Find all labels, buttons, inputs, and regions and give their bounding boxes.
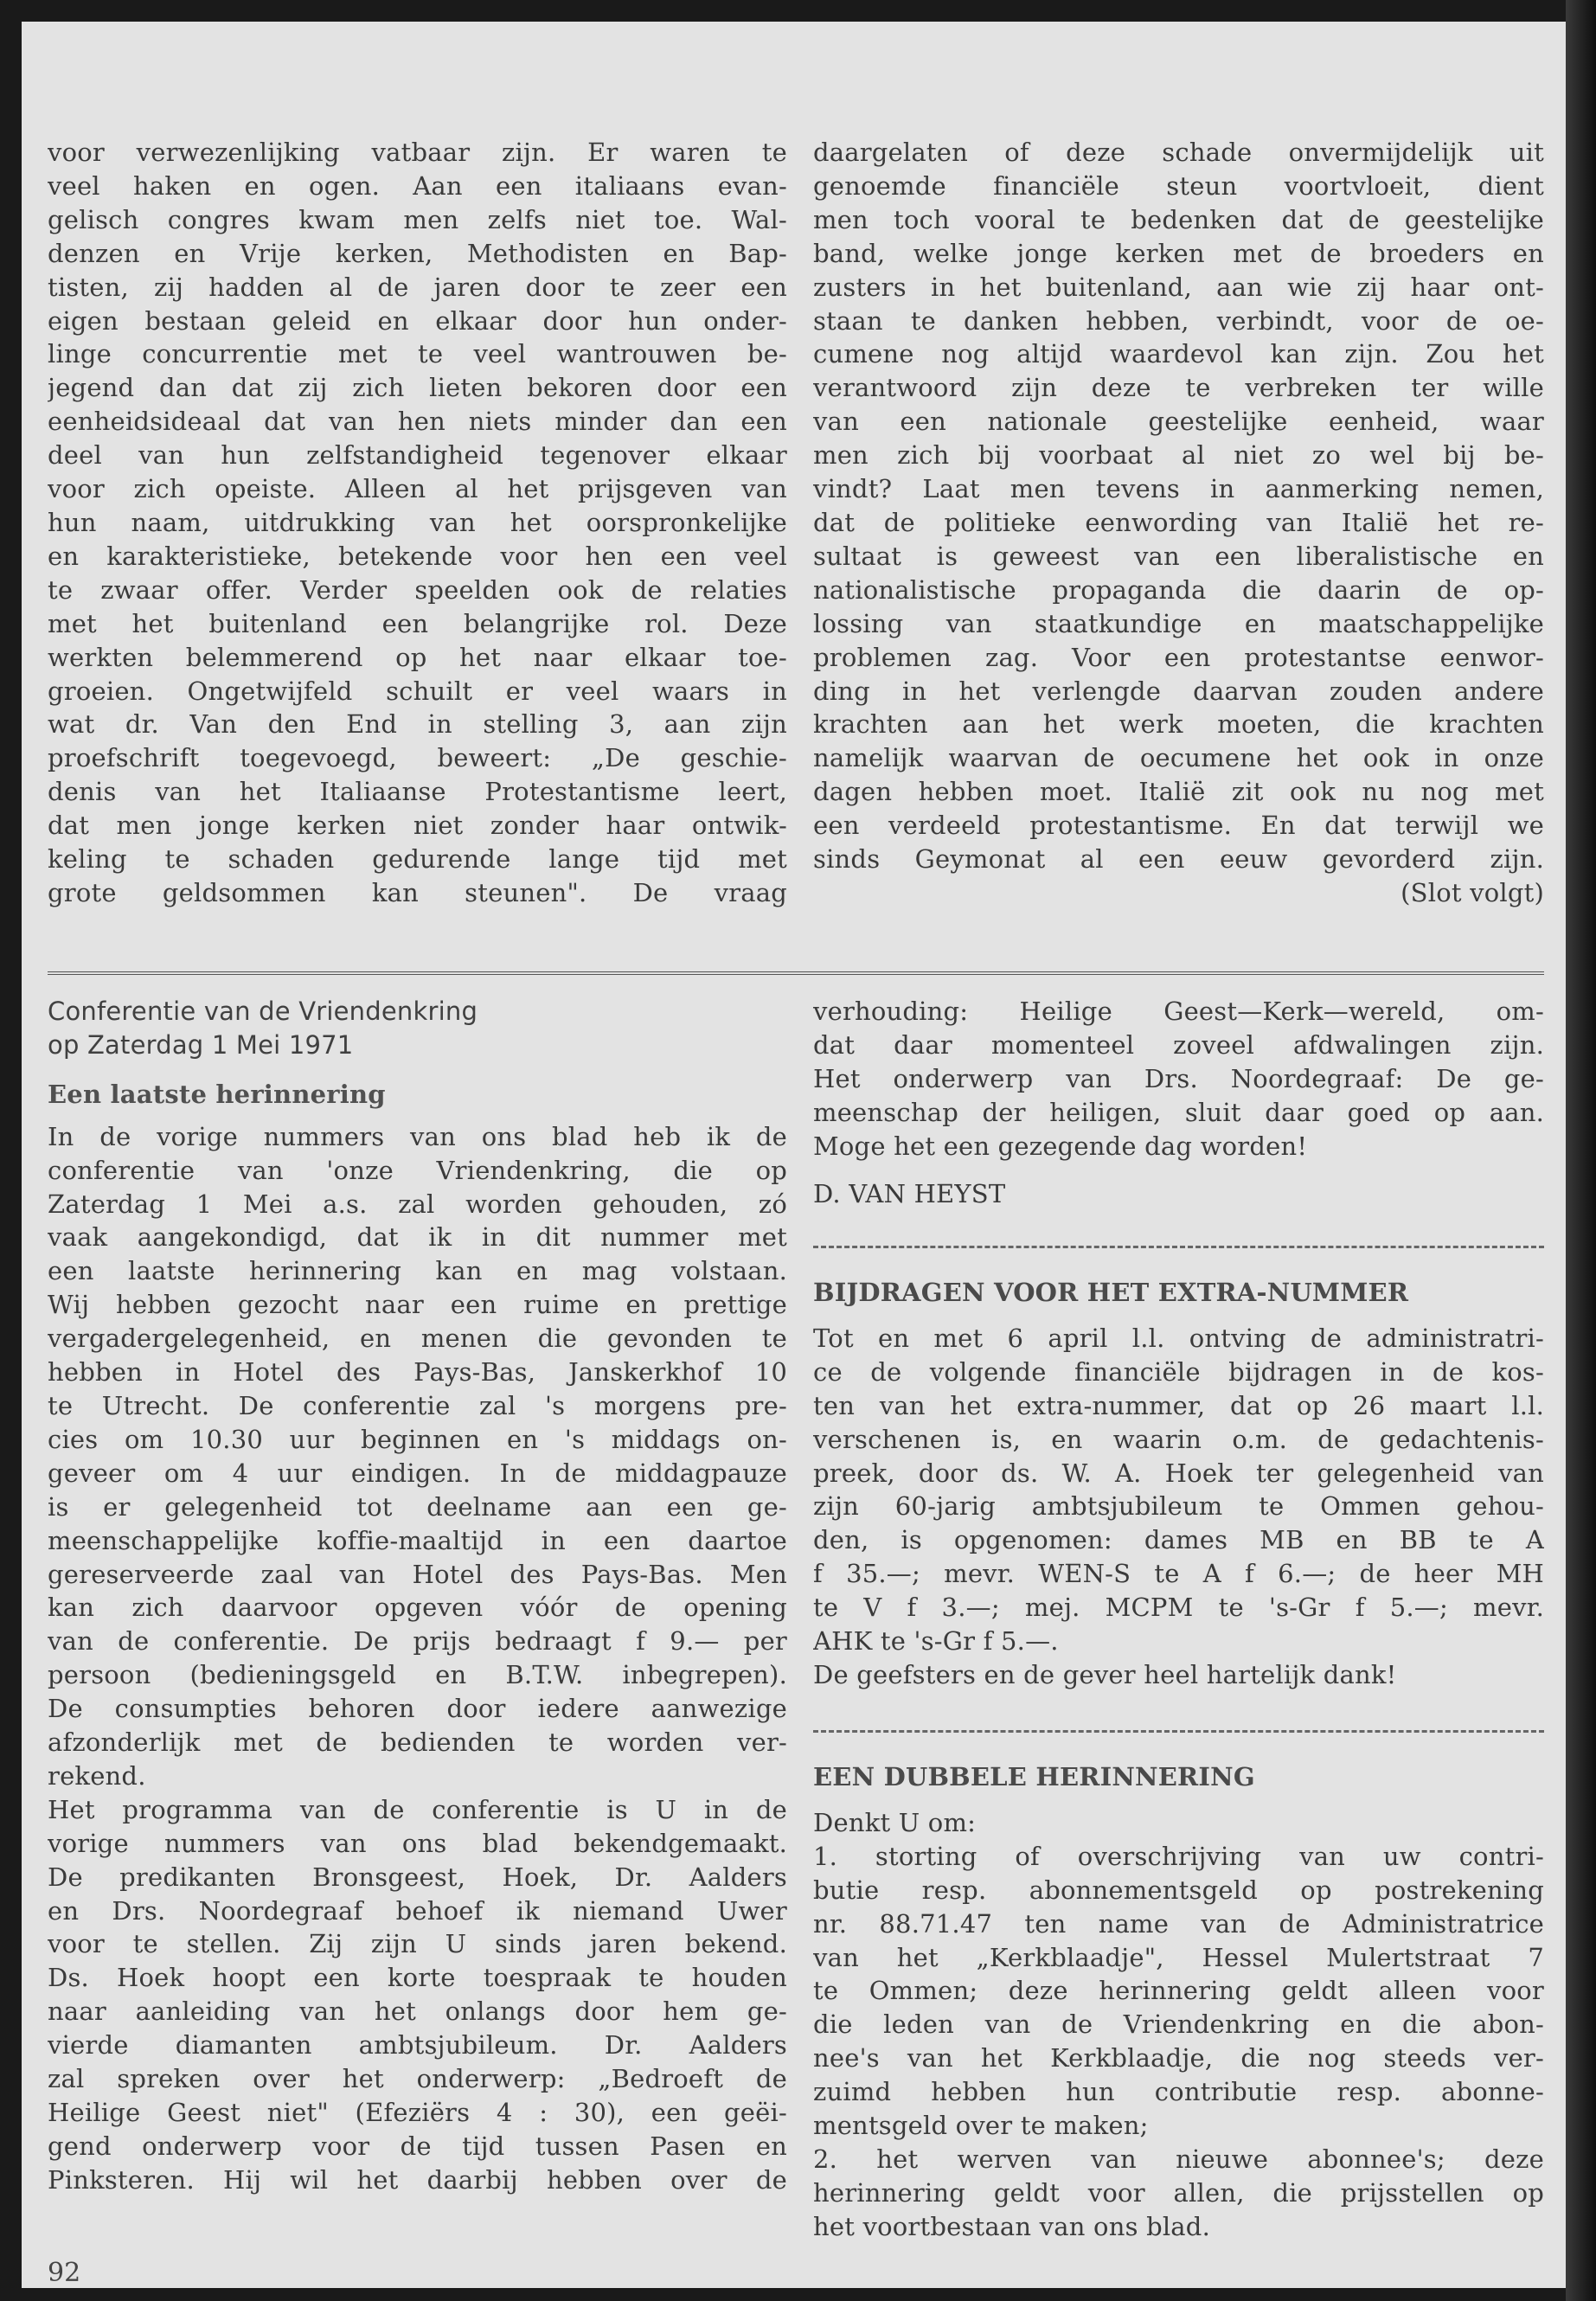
text-line: AHK te 's-Gr f 5.—. [813,1626,1059,1657]
text-line: dat de politieke eenwording van Italië het re- [813,507,1544,537]
text-line: voor te stellen. Zij zijn U sinds jaren bekend. [48,1929,787,1959]
page-number: 92 [48,2258,81,2288]
conference-subheading: Een laatste herinnering [48,1079,386,1109]
text-line: die leden van de Vriendenkring en die abon- [813,2009,1544,2040]
text-line: jegend dan dat zij zich lieten bekoren door een [48,373,787,403]
text-line: herinnering geldt voor allen, die prijsstellen op [813,2177,1544,2208]
text-line: sultaat is geweest van een liberalistische en [813,541,1544,571]
slot-volgt-note: (Slot volgt) [1401,877,1544,907]
text-line: voor verwezenlijking vatbaar zijn. Er waren te [48,138,787,167]
text-line: Pinksteren. Hij wil het daarbij hebben over de [48,2164,787,2195]
text-line: men toch vooral te bedenken dat de geestelijke [813,204,1544,234]
text-line: persoon (bedieningsgeld en B.T.W. inbegrepen). [48,1660,787,1690]
newsletter-page [22,22,1566,2288]
text-line: van het „Kerkblaadje", Hessel Mulertstraat 7 [813,1942,1544,1972]
text-line: nationalistische propaganda die daarin de op- [813,574,1544,605]
herinnering-heading: EEN DUBBELE HERINNERING [813,1762,1255,1791]
text-line: krachten aan het werk moeten, die krachten [813,709,1544,740]
text-line: In de vorige nummers van ons blad heb ik de [48,1121,787,1151]
text-line: cies om 10.30 uur beginnen en 's middags on- [48,1424,787,1454]
text-line: Het programma van de conferentie is U in de [48,1794,787,1824]
text-line: Zaterdag 1 Mei a.s. zal worden gehouden, zó [48,1189,787,1219]
text-line: vergadergelegenheid, en menen die gevonden te [48,1324,787,1354]
text-line: vaak aangekondigd, dat ik in dit nummer met [48,1222,787,1253]
scan-edge [1566,0,1596,2301]
conference-title-line-2: op Zaterdag 1 Mei 1971 [48,1029,354,1060]
text-line: rekend. [48,1760,146,1791]
text-line: problemen zag. Voor een protestantse eenwor- [813,642,1544,672]
text-line: dat men jonge kerken niet zonder haar ontwik- [48,811,787,841]
text-line: f 35.—; mevr. WEN-S te A f 6.—; de heer MH [813,1559,1544,1589]
text-line: conferentie van 'onze Vriendenkring, die op [48,1155,787,1185]
article-continuation-left [48,136,787,949]
text-line: Heilige Geest niet" (Efeziërs 4 : 30), een geëi- [48,2098,787,2127]
text-line: een verdeeld protestantisme. En dat terwijl we [813,811,1544,841]
conference-continuation-body [813,995,1544,1163]
bijdragen-heading: BIJDRAGEN VOOR HET EXTRA-NUMMER [813,1278,1409,1307]
text-line: te zwaar offer. Verder speelden ook de relaties [48,574,787,605]
herinnering-body [813,1806,1544,2244]
text-line: butie resp. abonnementsgeld op postrekening [813,1875,1544,1905]
text-line: De consumpties behoren door iedere aanwezige [48,1694,787,1724]
text-line: en karakteristieke, betekende voor hen een veel [48,541,787,571]
text-line: meenschap der heiligen, sluit daar goed op aan. [813,1097,1544,1127]
conference-body [48,1120,787,2197]
bijdragen-body [813,1322,1544,1692]
text-line: denis van het Italiaanse Protestantisme leert, [48,777,787,807]
text-line: en Drs. Noordegraaf behoef ik niemand Uwer [48,1895,787,1926]
text-line: denzen en Vrije kerken, Methodisten en Bap- [48,238,787,268]
text-line: verschenen is, en waarin o.m. de gedachtenis- [813,1424,1544,1454]
text-line: voor zich opeiste. Alleen al het prijsgeven van [48,474,787,504]
text-line: preek, door ds. W. A. Hoek ter gelegenheid van [813,1458,1544,1488]
text-line: proefschrift toegevoegd, beweert: „De geschie- [48,743,787,773]
text-line: Moge het een gezegende dag worden! [813,1131,1308,1161]
text-line: gereserveerde zaal van Hotel des Pays-Bas. Men [48,1559,787,1589]
text-line: vindt? Laat men tevens in aanmerking nemen, [813,474,1544,504]
text-line: linge concurrentie met te veel wantrouwen be- [48,339,787,369]
text-line: dat daar momenteel zoveel afdwalingen zijn. [813,1029,1544,1060]
text-line: nr. 88.71.47 ten name van de Administratrice [813,1908,1544,1939]
text-line: geveer om 4 uur eindigen. In de middagpauze [48,1458,787,1488]
text-line: gelisch congres kwam men zelfs niet toe. Wal- [48,204,787,234]
text-line: cumene nog altijd waardevol kan zijn. Zou het [813,339,1544,369]
text-line: band, welke jonge kerken met de broeders en [813,238,1544,268]
text-line: deel van hun zelfstandigheid tegenover elkaar [48,440,787,471]
text-line: wat dr. Van den End in stelling 3, aan zijn [48,709,787,740]
text-line: groeien. Ongetwijfeld schuilt er veel waars in [48,676,787,706]
conference-continuation [813,995,1544,1220]
text-line: is er gelegenheid tot deelname aan een ge- [48,1491,787,1522]
text-line: grote geldsommen kan steunen". De vraag [48,877,787,907]
text-line: Tot en met 6 april l.l. ontving de administratri- [813,1323,1544,1353]
text-line: zijn 60-jarig ambtsjubileum te Ommen gehou- [813,1491,1544,1522]
text-line: verhouding: Heilige Geest—Kerk—wereld, om- [813,997,1544,1026]
text-line: afzonderlijk met de bedienden te worden ver- [48,1727,787,1758]
text-line: Ds. Hoek hoopt een korte toespraak te houden [48,1963,787,1993]
text-line: werkten belemmerend op het naar elkaar toe- [48,642,787,672]
text-line: daargelaten of deze schade onvermijdelijk uit [813,138,1544,167]
bijdragen-section [813,1276,1544,1700]
text-line: De geefsters en de gever heel hartelijk dank! [813,1659,1397,1689]
text-line: 2. het werven van nieuwe abonnee's; deze [813,2144,1544,2174]
text-line: Wij hebben gezocht naar een ruime en prettige [48,1290,787,1320]
text-line: verantwoord zijn deze te verbreken ter wille [813,373,1544,403]
divider-herinnering [813,1730,1544,1733]
conference-title-line-1: Conferentie van de Vriendenkring [48,997,478,1026]
text-line: lossing van staatkundige en maatschappelijke [813,608,1544,638]
text-line: zal spreken over het onderwerp: „Bedroeft de [48,2064,787,2094]
text-line: ce de volgende financiële bijdragen in de kos- [813,1356,1544,1387]
text-line: naar aanleiding van het onlangs door hem ge- [48,1997,787,2027]
text-line: te Ommen; deze herinnering geldt alleen voor [813,1976,1544,2006]
text-line: staan te danken hebben, verbindt, voor de oe- [813,305,1544,336]
text-line: ten van het extra-nummer, dat op 26 maart l.l. [813,1390,1544,1420]
text-line: ding in het verlengde daarvan zouden andere [813,676,1544,706]
text-line: meenschappelijke koffie-maaltijd in een daartoe [48,1525,787,1555]
text-line: eigen bestaan geleid en elkaar door hun onder- [48,305,787,336]
section-divider [48,971,1544,975]
text-line: zusters in het buitenland, aan wie zij haar ont- [813,272,1544,302]
text-line: Het onderwerp van Drs. Noordegraaf: De ge- [813,1063,1544,1093]
text-line: Denkt U om: [813,1807,977,1837]
text-line: te V f 3.—; mej. MCPM te 's-Gr f 5.—; mevr. [813,1593,1544,1623]
text-line: veel haken en ogen. Aan een italiaans evan- [48,170,787,201]
text-line: De predikanten Bronsgeest, Hoek, Dr. Aalders [48,1862,787,1892]
herinnering-section [813,1760,1544,2279]
text-line: 1. storting of overschrijving van uw contri- [813,1841,1544,1871]
text-line: van de conferentie. De prijs bedraagt f 9.— per [48,1626,787,1657]
divider-bijdragen [813,1246,1544,1248]
text-line: hun naam, uitdrukking van het oorspronkelijke [48,507,787,537]
text-line: namelijk waarvan de oecumene het ook in onze [813,743,1544,773]
article-continuation-right [813,136,1544,949]
text-line: zuimd hebben hun contributie resp. abonne- [813,2077,1544,2107]
text-line: tisten, zij hadden al de jaren door te zeer een [48,272,787,302]
text-line: te Utrecht. De conferentie zal 's morgens pre- [48,1390,787,1420]
text-line: dagen hebben moet. Italië zit ook nu nog met [813,777,1544,807]
text-line: mentsgeld over te maken; [813,2111,1149,2141]
text-line: van een nationale geestelijke eenheid, waar [813,407,1544,437]
conference-section [48,995,787,2284]
text-line: hebben in Hotel des Pays-Bas, Janskerkhof 10 [48,1357,787,1388]
text-line: eenheidsideaal dat van hen niets minder dan een [48,407,787,437]
text-line: genoemde financiële steun voortvloeit, dient [813,170,1544,201]
text-line: sinds Geymonat al een eeuw gevorderd zijn. [813,844,1544,875]
text-line: een laatste herinnering kan en mag volstaan. [48,1256,787,1286]
text-line: nee's van het Kerkblaadje, die nog steeds ver- [813,2043,1544,2073]
text-line: het voortbestaan van ons blad. [813,2211,1210,2241]
text-line: keling te schaden gedurende lange tijd met [48,844,787,875]
text-line: met het buitenland een belangrijke rol. Deze [48,608,787,638]
text-line: gend onderwerp voor de tijd tussen Pasen en [48,2131,787,2161]
conference-signature: D. VAN HEYST [813,1178,1006,1208]
text-line: kan zich daarvoor opgeven vóór de opening [48,1593,787,1623]
text-line: den, is opgenomen: dames MB en BB te A [813,1525,1544,1555]
text-line: men zich bij voorbaat al niet zo wel bij be- [813,440,1544,471]
text-line: vierde diamanten ambtsjubileum. Dr. Aalders [48,2030,787,2061]
text-line: vorige nummers van ons blad bekendgemaakt. [48,1828,787,1858]
